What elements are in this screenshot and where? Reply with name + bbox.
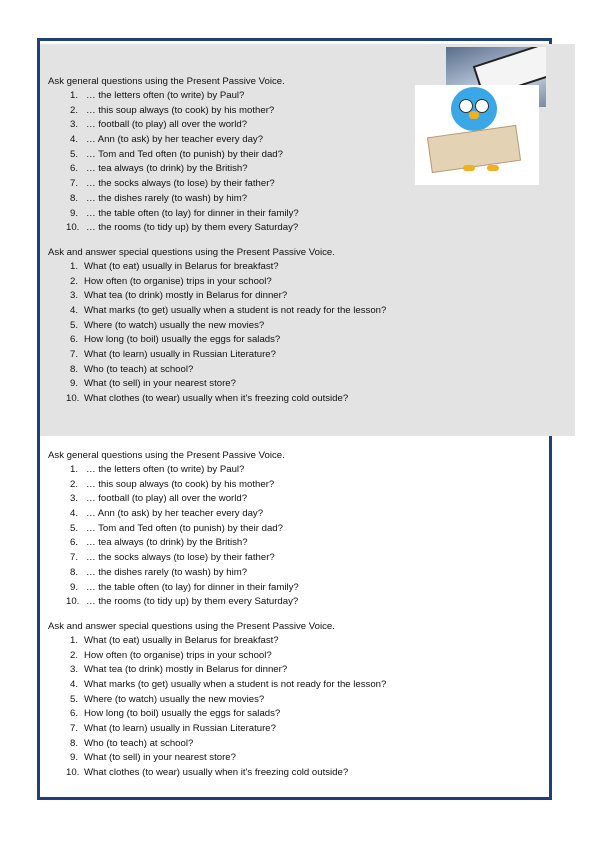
list-item: 5. Where (to watch) usually the new movies? xyxy=(69,319,265,331)
worksheet-frame xyxy=(37,38,552,800)
list-item: 6. How long (to boil) usually the eggs for salads? xyxy=(69,708,281,720)
list-item: 1. What (to eat) usually in Belarus for breakfast? xyxy=(69,260,279,272)
general-questions-heading: Ask general questions using the Present Passive Voice. xyxy=(48,450,285,461)
list-item: 7. What (to learn) usually in Russian Literature? xyxy=(69,349,276,360)
list-item: 4. What marks (to get) usually when a student is not ready for the lesson? xyxy=(69,678,387,690)
list-item: 2. How often (to organise) trips in your school? xyxy=(69,275,272,287)
general-questions-list xyxy=(48,89,543,236)
list-item: 4. What marks (to get) usually when a student is not ready for the lesson? xyxy=(69,304,387,316)
list-item: 2. … this soup always (to cook) by his mother? xyxy=(69,478,275,490)
list-item: 7. What (to learn) usually in Russian Literature? xyxy=(69,723,276,734)
list-item: 8. Who (to teach) at school? xyxy=(69,363,194,375)
list-item: 9. … the table often (to lay) for dinner in their family? xyxy=(69,581,299,593)
list-item: 5. … Tom and Ted often (to punish) by their dad? xyxy=(69,522,283,534)
list-item: 10. … the rooms (to tidy up) by them every Saturday? xyxy=(66,596,299,608)
general-questions-heading: Ask general questions using the Present Passive Voice. xyxy=(48,76,285,87)
general-questions-list xyxy=(48,463,543,610)
list-item: 6. … tea always (to drink) by the British? xyxy=(69,537,248,549)
special-questions-heading: Ask and answer special questions using the Present Passive Voice. xyxy=(48,246,335,258)
list-item: 9. What (to sell) in your nearest store? xyxy=(69,378,236,390)
special-questions-heading: Ask and answer special questions using the Present Passive Voice. xyxy=(48,620,335,632)
list-item: 10. … the rooms (to tidy up) by them every Saturday? xyxy=(66,222,299,234)
list-item: 3. … football (to play) all over the world? xyxy=(69,493,248,505)
list-item: 10. What clothes (to wear) usually when it's freezing cold outside? xyxy=(66,767,349,779)
list-item: 7. … the socks always (to lose) by their father? xyxy=(69,178,275,190)
list-item: 1. What (to eat) usually in Belarus for breakfast? xyxy=(69,634,279,646)
special-questions-list xyxy=(48,634,543,781)
list-item: 3. What tea (to drink) mostly in Belarus for dinner? xyxy=(69,290,288,302)
list-item: 3. … football (to play) all over the world? xyxy=(69,119,248,131)
list-item: 2. … this soup always (to cook) by his mother? xyxy=(69,104,275,116)
list-item: 1. … the letters often (to write) by Paul? xyxy=(69,90,245,101)
bottom-copy xyxy=(48,449,543,781)
list-item: 5. Where (to watch) usually the new movies? xyxy=(69,693,265,705)
list-item: 4. … Ann (to ask) by her teacher every day? xyxy=(69,508,264,520)
list-item: 6. How long (to boil) usually the eggs for salads? xyxy=(69,334,281,346)
top-copy xyxy=(48,75,543,407)
list-item: 9. What (to sell) in your nearest store? xyxy=(69,752,236,764)
list-item: 8. … the dishes rarely (to wash) by him? xyxy=(69,566,248,578)
list-item: 2. How often (to organise) trips in your school? xyxy=(69,649,272,661)
list-item: 6. … tea always (to drink) by the British? xyxy=(69,163,248,175)
list-item: 8. Who (to teach) at school? xyxy=(69,737,194,749)
list-item: 9. … the table often (to lay) for dinner in their family? xyxy=(69,207,299,219)
special-questions-list xyxy=(48,260,543,407)
list-item: 1. … the letters often (to write) by Paul? xyxy=(69,464,245,475)
list-item: 5. … Tom and Ted often (to punish) by their dad? xyxy=(69,148,283,160)
list-item: 8. … the dishes rarely (to wash) by him? xyxy=(69,192,248,204)
list-item: 10. What clothes (to wear) usually when it's freezing cold outside? xyxy=(66,393,349,405)
list-item: 3. What tea (to drink) mostly in Belarus for dinner? xyxy=(69,664,288,676)
list-item: 7. … the socks always (to lose) by their father? xyxy=(69,552,275,564)
list-item: 4. … Ann (to ask) by her teacher every day? xyxy=(69,134,264,146)
